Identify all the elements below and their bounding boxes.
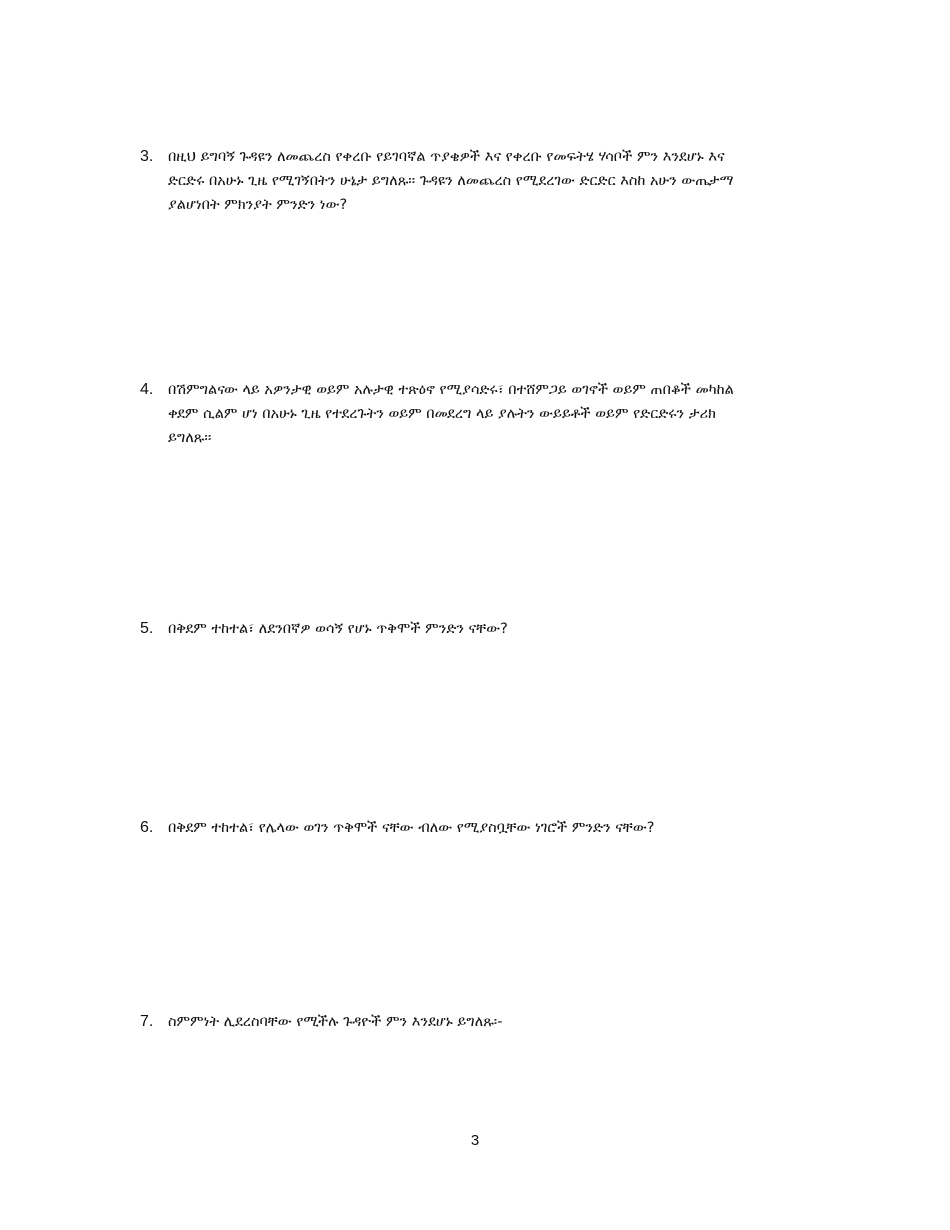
question-text-line: በዚህ ይግባኝ ጉዳዩን ለመጨረስ የቀረቡ የይገባኛል ጥያቄዎች እና የቀረቡ የመፍትሄ ሃሳቦች ምን እንደሆኑ እና bbox=[168, 149, 725, 165]
question-number: 7. bbox=[140, 1013, 154, 1030]
question-number: 6. bbox=[140, 819, 154, 836]
question-number: 4. bbox=[140, 381, 154, 398]
page-number: 3 bbox=[470, 1132, 480, 1149]
question-text-line: ይግለጹ፡፡ bbox=[168, 430, 212, 446]
question-text-line: ድርድሩ በአሁኑ ጊዜ የሚገኝበትን ሁኔታ ይግለጹ፡፡ ጉዳዩን ለመጨረስ የሚደረገው ድርድር እስከ አሁን ውጤታማ bbox=[168, 173, 734, 189]
question-text-line: በቅደም ተከተል፣ የሌላው ወገን ጥቅሞች ናቸው ብለው የሚያስቧቸው ነገሮች ምንድን ናቸው? bbox=[168, 820, 655, 836]
question-text-line: በሽምግልናው ላይ አዎንታዊ ወይም አሉታዊ ተጽዕኖ የሚያሳድሩ፣ በተሸምጋይ ወገኖች ወይም ጠበቆች መካከል bbox=[168, 382, 734, 398]
question-text-line: ስምምነት ሊደረስባቸው የሚችሉ ጉዳዮች ምን እንደሆኑ ይግለጹ፡- bbox=[168, 1014, 503, 1030]
question-text-line: በቅደም ተከተል፣ ለደንበኛዎ ወሳኝ የሆኑ ጥቅሞች ምንድን ናቸው? bbox=[168, 621, 508, 637]
question-number: 3. bbox=[140, 148, 154, 165]
question-text-line: ቀደም ሲልም ሆነ በአሁኑ ጊዜ የተደረጉትን ወይም በመደረግ ላይ ያሉትን ውይይቶች ወይም የድርድሩን ታሪክ bbox=[168, 406, 716, 422]
question-number: 5. bbox=[140, 620, 154, 637]
question-text-line: ያልሆነበት ምክንያት ምንድን ነው? bbox=[168, 197, 348, 213]
